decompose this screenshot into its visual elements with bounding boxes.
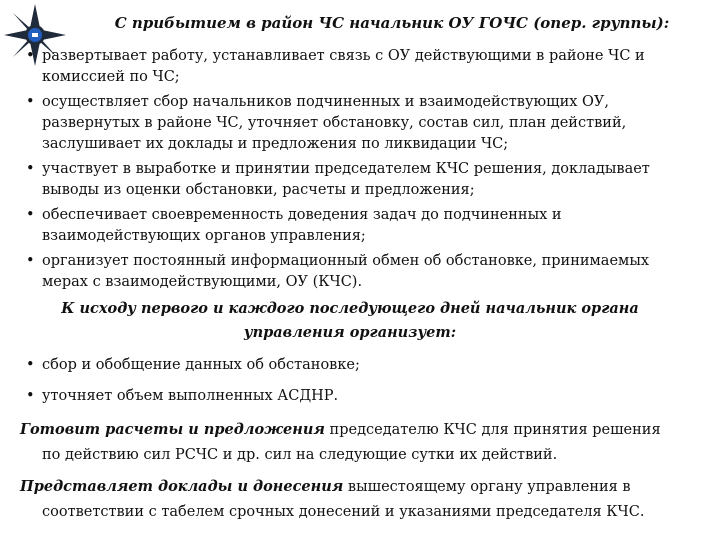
section-subheading: К исходу первого и каждого последующего дней начальник органа управления организует: [61,300,639,341]
bullet-icon: • [26,94,35,110]
list-item [20,205,680,247]
paragraph-reports [20,474,680,525]
list-item-text: осуществляет сбор начальников подчиненных и взаимодействующих ОУ, развернутых в районе ЧС, уточняет обстановку, состав сил, план действий, заслушивает их доклады и предложения по ликвидации ЧС; [42,94,627,152]
bullet-icon: • [26,253,35,269]
list-item [20,159,680,201]
list-item-text: участвует в выработке и принятии председателем КЧС решения, докладывает выводы из оценки обстановки, расчеты и предложения; [42,161,650,198]
paragraph-lead: Представляет доклады и донесения [20,478,344,495]
paragraph-text: председателю КЧС для принятия решения по действию сил РСЧС и др. сил на следующие сутки их действий. [42,422,661,463]
page-title: С прибытием в район ЧС начальник ОУ ГОЧС (опер. группы): [114,14,670,32]
list-item [20,46,680,88]
paragraph-calculations [20,417,680,468]
list-item-text: организует постоянный информационный обмен об обстановке, принимаемых мерах с взаимодействующими, ОУ (КЧС). [42,253,650,290]
paragraph-lead: Готовит расчеты и предложения [20,421,325,438]
bullet-icon: • [26,357,35,373]
bullet-icon: • [26,48,35,64]
list-item [20,92,680,155]
list-item [20,386,680,407]
list-item-text: уточняет объем выполненных АСДНР. [42,388,339,404]
bullet-icon: • [26,388,35,404]
duties-list [20,46,680,293]
document-body [20,46,680,525]
list-item-text: сбор и обобщение данных об обстановке; [42,357,360,373]
bullet-icon: • [26,207,35,223]
list-item [20,251,680,293]
evening-tasks-list [20,355,680,407]
list-item-text: развертывает работу, устанавливает связь с ОУ действующими в районе ЧС и комиссией по ЧС; [42,48,645,85]
bullet-icon: • [26,161,35,177]
list-item [20,355,680,376]
paragraph-text: вышестоящему органу управления в соответствии с табелем срочных донесений и указаниями председателя КЧС. [42,479,645,520]
list-item-text: обеспечивает своевременность доведения задач до подчиненных и взаимодействующих органов управления; [42,207,562,244]
